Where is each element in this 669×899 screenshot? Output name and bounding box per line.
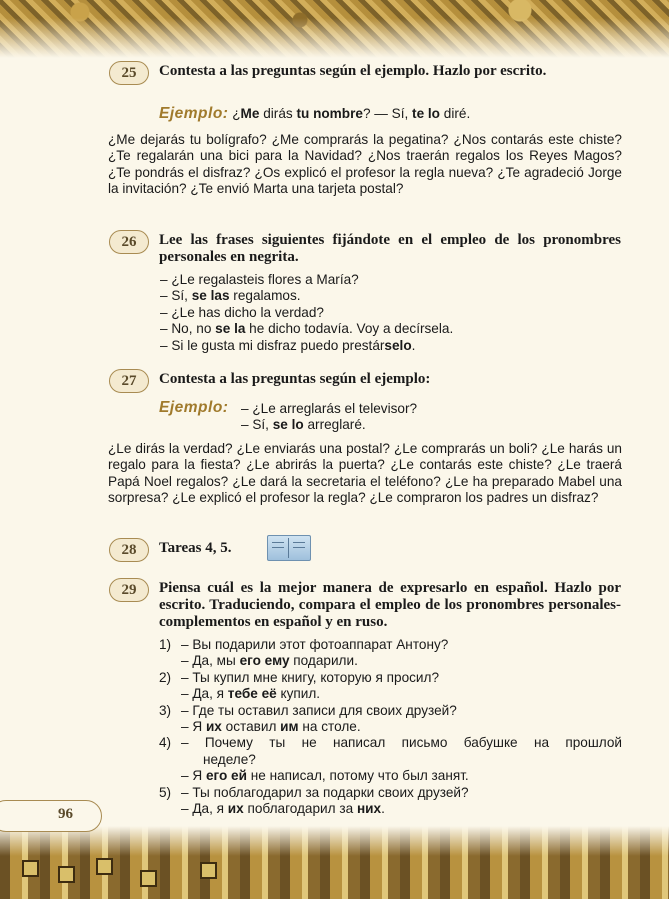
exercise-number-26: 26 xyxy=(109,230,149,254)
dialogue-line: – Sí, se las regalamos. xyxy=(160,288,301,304)
example-text: diré. xyxy=(440,106,471,121)
exercise-25-example xyxy=(159,106,470,122)
book-icon xyxy=(267,535,311,561)
example-text: ? — Sí, xyxy=(362,106,413,121)
exercise-27-title: Contesta a las preguntas según el ejemplo: xyxy=(159,371,431,387)
list-item: 3) – Где ты оставил записи для своих друзей? xyxy=(159,702,457,718)
exercise-26-title: Lee las frases siguientes fijándote en el empleo de los pronombres personales en negrita. xyxy=(159,232,621,265)
list-item: неделе? xyxy=(203,751,256,767)
list-item: 1) – Вы подарили этот фотоаппарат Антону? xyxy=(159,637,449,652)
exercise-number-27: 27 xyxy=(109,369,149,393)
example-bold: tu nombre xyxy=(296,106,363,121)
example-bold: Me xyxy=(240,106,260,121)
list-item: – Да, мы его ему подарили. xyxy=(181,653,358,669)
example-line: – Sí, se lo arreglaré. xyxy=(241,417,366,432)
exercise-25-questions: ¿Me dejarás tu bolígrafo? ¿Me comprarás la pegatina? ¿Nos contarás este chiste? ¿Te regalarán una bici para la Navidad? ¿Nos traerán regalos los Reyes Magos? ¿Te pondrás el disfraz? ¿Os explicó el profesor la regla nueva? ¿Te agradeció Jorge la invitación? ¿Te envió Marta una tarjeta postal? xyxy=(108,132,622,197)
exercise-number-28: 28 xyxy=(109,538,149,562)
example-text: ¿ xyxy=(232,106,241,121)
list-item: – Да, я тебе её купил. xyxy=(181,686,321,702)
decorative-bottom-border xyxy=(0,826,669,899)
example-label: Ejemplo: xyxy=(159,105,229,122)
exercise-27-questions: ¿Le dirás la verdad? ¿Le enviarás una postal? ¿Le comprarás un boli? ¿Le harás un regalo para la fiesta? ¿Le abrirás la puerta? ¿Le contarás este chiste? ¿Le traerá Papá Noel regalos? ¿Le dará la secretaria el teléfono? ¿Le ha preparado Mabel una sorpresa? ¿Le explicó el profesor la regla? ¿Le compraron los padres un disfraz? xyxy=(108,441,622,506)
page-number: 96 xyxy=(58,806,73,822)
decorative-top-border xyxy=(0,0,669,58)
dialogue-line: – Si le gusta mi disfraz puedo prestárselo. xyxy=(160,337,416,353)
list-item: 4) – Почему ты не написал письмо бабушке на прошлой xyxy=(159,735,622,751)
list-item: – Я его ей не написал, потому что был занят. xyxy=(181,768,469,784)
list-item: – Да, я их поблагодарил за них. xyxy=(181,801,385,817)
exercise-28-title: Tareas 4, 5. xyxy=(159,540,232,556)
exercise-25-title: Contesta a las preguntas según el ejemplo. Hazlo por escrito. xyxy=(159,63,547,79)
list-item: 2) – Ты купил мне книгу, которую я просил? xyxy=(159,669,440,685)
exercise-number-29: 29 xyxy=(109,578,149,602)
list-item: – Я их оставил им на столе. xyxy=(181,719,361,735)
example-text: dirás xyxy=(259,106,297,121)
list-item: 5) – Ты поблагодарил за подарки своих друзей? xyxy=(159,784,469,800)
dialogue-line: – No, no se la he dicho todavía. Voy a decírsela. xyxy=(160,321,454,337)
exercise-29-title: Piensa cuál es la mejor manera de expresarlo en español. Hazlo por escrito. Traduciendo, compara el empleo de los pronombres personales-complementos en español y en ruso. xyxy=(159,580,621,630)
exercise-number-25: 25 xyxy=(109,61,149,85)
exercise-26-dialogue xyxy=(160,272,453,354)
dialogue-line: – ¿Le regalasteis flores a María? xyxy=(160,272,359,287)
exercise-29-items xyxy=(159,637,622,817)
example-line: – ¿Le arreglarás el televisor? xyxy=(241,401,418,416)
example-bold: te lo xyxy=(412,106,440,121)
dialogue-line: – ¿Le has dicho la verdad? xyxy=(160,304,324,320)
example-label: Ejemplo: xyxy=(159,399,229,416)
page-number-frame xyxy=(0,800,102,832)
